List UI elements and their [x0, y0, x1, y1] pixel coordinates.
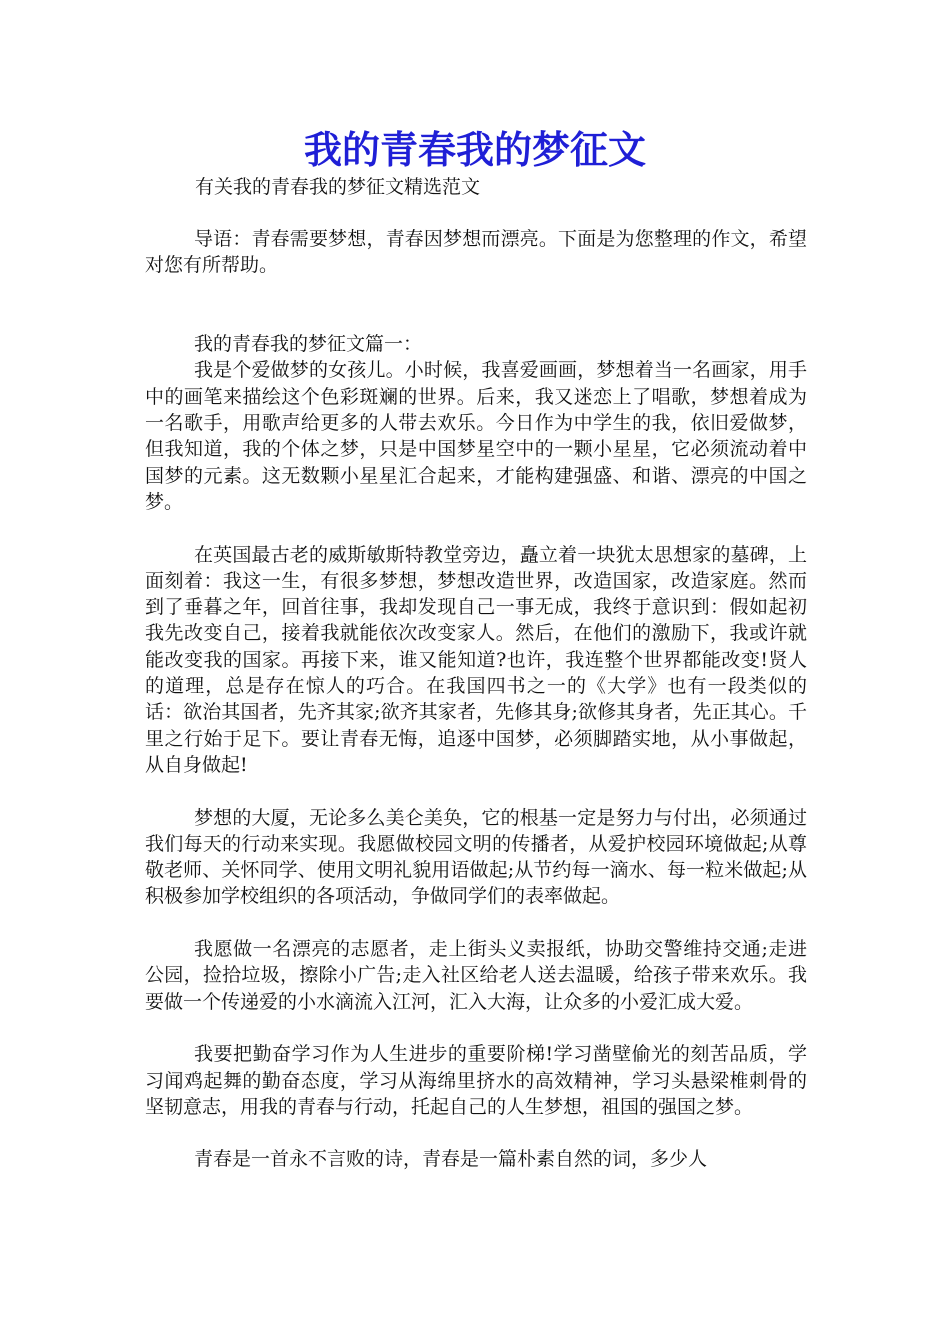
document-body — [145, 226, 807, 1173]
body-paragraph: 我要把勤奋学习作为人生进步的重要阶梯!学习凿壁偷光的刻苦品质，学习闻鸡起舞的勤奋态度，学习从海绵里挤水的高效精神，学习头悬梁椎刺骨的坚韧意志，用我的青春与行动，托起自己的人生梦想，祖国的强国之梦。 — [145, 1043, 807, 1118]
intro-paragraph: 导语：青春需要梦想，青春因梦想而漂亮。下面是为您整理的作文，希望对您有所帮助。 — [145, 228, 807, 277]
section-heading: 我的青春我的梦征文篇一： — [194, 333, 423, 356]
body-paragraph: 梦想的大厦，无论多么美仑美奂，它的根基一定是努力与付出，必须通过我们每天的行动来实现。我愿做校园文明的传播者，从爱护校园环境做起;从尊敬老师、关怀同学、使用文明礼貌用语做起;从节约每一滴水、每一粒米做起;从积极参加学校组织的各项活动，争做同学们的表率做起。 — [145, 806, 807, 908]
document-title: 我的青春我的梦征文 — [303, 128, 646, 172]
blank-line — [145, 305, 807, 331]
body-paragraph: 在英国最古老的威斯敏斯特教堂旁边，矗立着一块犹太思想家的墓碑，上面刻着：我这一生，有很多梦想，梦想改造世界，改造国家，改造家庭。然而到了垂暮之年，回首往事，我却发现自己一事无成，我终于意识到：假如起初我先改变自己，接着我就能依次改变家人。然后，在他们的激励下，我或许就能改变我的国家。再接下来，谁又能知道?也许，我连整个世界都能改变!贤人的道理，总是存在惊人的巧合。在我国四书之一的《大学》也有一段类似的话：欲治其国者，先齐其家;欲齐其家者，先修其身;欲修其身者，先正其心。千里之行始于足下。要让青春无悔，追逐中国梦，必须脚踏实地，从小事做起，从自身做起! — [145, 543, 807, 776]
body-paragraph: 我愿做一名漂亮的志愿者，走上街头义卖报纸，协助交警维持交通;走进公园，捡拾垃圾，擦除小广告;走入社区给老人送去温暖，给孩子带来欢乐。我要做一个传递爱的小水滴流入江河，汇入大海，让众多的小爱汇成大爱。 — [145, 938, 807, 1013]
body-paragraph: 青春是一首永不言败的诗，青春是一篇朴素自然的词，多少人 — [194, 1148, 708, 1171]
document-subtitle: 有关我的青春我的梦征文精选范文 — [195, 176, 481, 198]
body-paragraph: 我是个爱做梦的女孩儿。小时候，我喜爱画画，梦想着当一名画家，用手中的画笔来描绘这个色彩斑斓的世界。后来，我又迷恋上了唱歌，梦想着成为一名歌手，用歌声给更多的人带去欢乐。今日作为中学生的我，依旧爱做梦，但我知道，我的个体之梦，只是中国梦星空中的一颗小星星，它必须流动着中国梦的元素。这无数颗小星星汇合起来，才能构建强盛、和谐、漂亮的中国之梦。 — [145, 359, 807, 513]
